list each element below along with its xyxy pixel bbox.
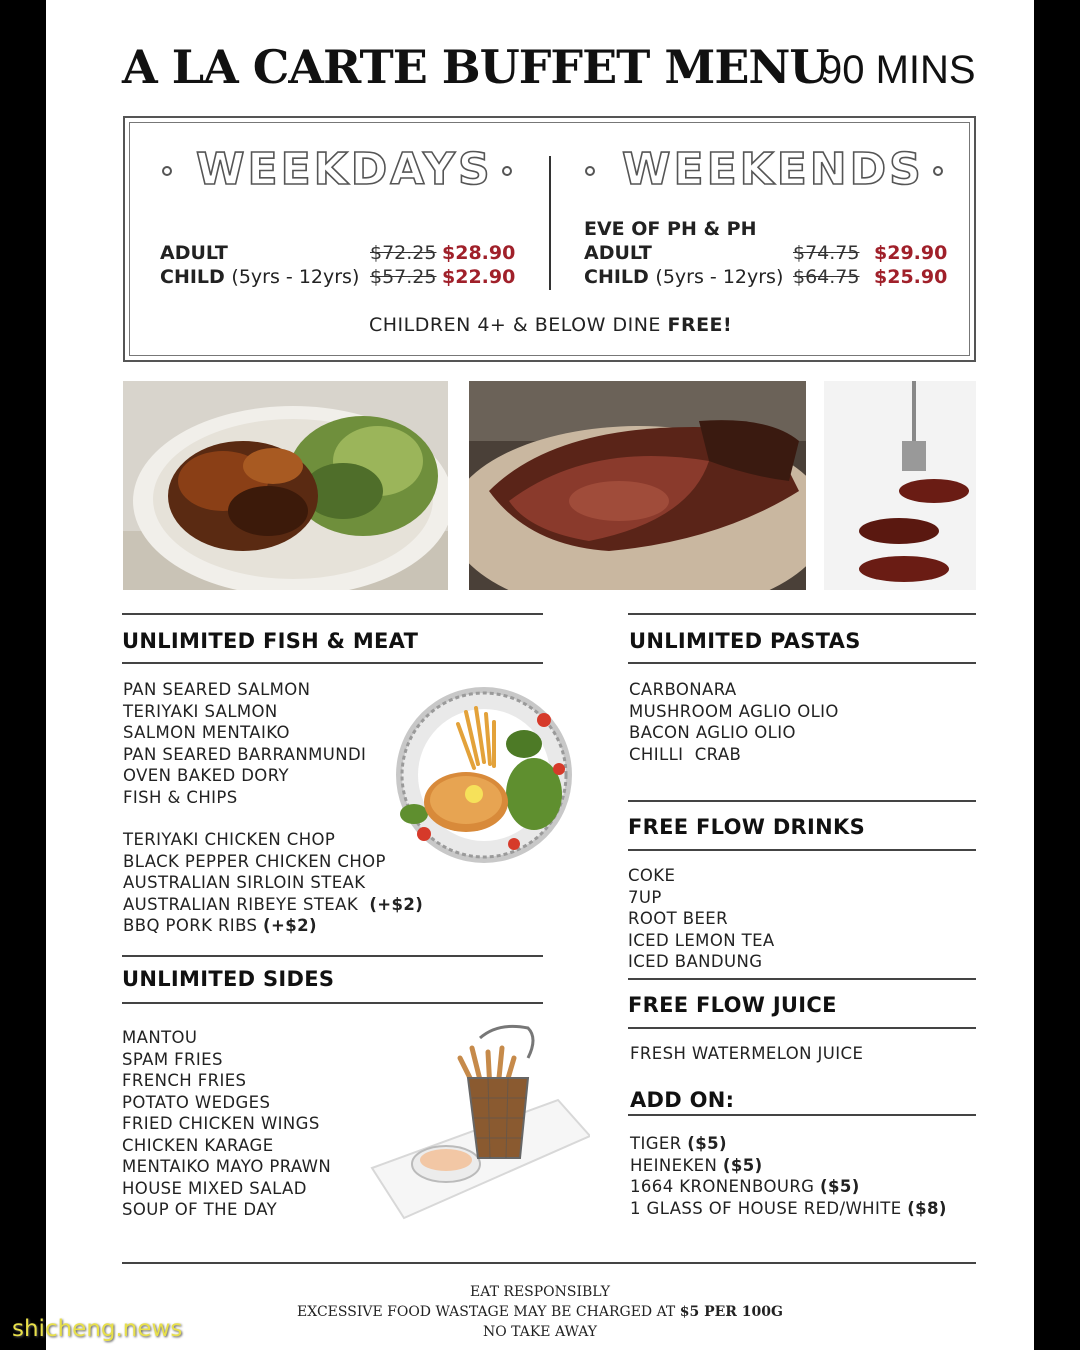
footer-rule [122, 1262, 976, 1264]
list-item: PAN SEARED SALMON [123, 680, 311, 699]
rule [122, 613, 543, 615]
list-item: CHILLI CRAB [629, 744, 742, 764]
juice-heading: FREE FLOW JUICE [628, 993, 837, 1017]
watermark: shicheng.news [12, 1316, 183, 1342]
weekend-child-price: $25.90 [874, 266, 948, 288]
weekend-subheading: EVE OF PH & PH [584, 218, 757, 240]
list-item: FISH & CHIPS [123, 787, 238, 807]
sides-heading: UNLIMITED SIDES [122, 967, 335, 991]
list-item: MANTOU [122, 1028, 198, 1047]
weekday-adult-label: ADULT [160, 242, 228, 264]
weekend-child-label: CHILD (5yrs - 12yrs) [584, 266, 784, 288]
rule [628, 1027, 976, 1029]
list-item: TERIYAKI CHICKEN CHOP [123, 830, 336, 849]
footer-notice [46, 1282, 1034, 1342]
list-item: AUSTRALIAN RIBEYE STEAK (+$2) [123, 894, 424, 914]
list-item: 1664 KRONENBOURG ($5) [630, 1177, 860, 1196]
list-item: BLACK PEPPER CHICKEN CHOP [123, 851, 386, 871]
list-item: COKE [628, 866, 676, 885]
addon-heading: ADD ON: [630, 1088, 735, 1112]
drinks-list [628, 865, 775, 973]
weekdays-left-dot-icon [162, 166, 172, 176]
juice-list [630, 1043, 863, 1065]
list-item: ICED BANDUNG [628, 952, 763, 971]
menu-duration: 90 MINS [820, 48, 976, 92]
weekend-adult-label: ADULT [584, 242, 652, 264]
list-item: ICED LEMON TEA [628, 930, 775, 950]
weekend-adult-old-price: $74.75 [793, 242, 860, 264]
meat-list [123, 829, 423, 937]
list-item: MUSHROOM AGLIO OLIO [629, 701, 839, 721]
list-item: HOUSE MIXED SALAD [122, 1178, 307, 1198]
weekdays-heading: WEEKDAYS [196, 144, 493, 195]
list-item: AUSTRALIAN SIRLOIN STEAK [123, 873, 366, 892]
list-item: CHICKEN KARAGE [122, 1135, 274, 1155]
weekends-right-dot-icon [933, 166, 943, 176]
fries-basket-photo [368, 1018, 590, 1232]
weekends-heading: WEEKENDS [622, 144, 924, 195]
rule [628, 978, 976, 980]
list-item: OVEN BAKED DORY [123, 766, 289, 785]
bbq-wings-photo [824, 381, 976, 590]
list-item: 1 GLASS OF HOUSE RED/WHITE ($8) [630, 1198, 947, 1218]
list-item: FRESH WATERMELON JUICE [630, 1044, 864, 1063]
footer-line-2: EXCESSIVE FOOD WASTAGE MAY BE CHARGED AT $5 PER 100G [297, 1304, 783, 1320]
weekday-child-price: $22.90 [442, 266, 516, 288]
rule [628, 849, 976, 851]
rule [122, 955, 543, 957]
list-item: SOUP OF THE DAY [122, 1200, 278, 1219]
menu-page [46, 0, 1034, 1350]
menu-title: A LA CARTE BUFFET MENU [122, 40, 829, 94]
fish-and-chips-photo [394, 684, 574, 866]
price-divider [549, 156, 551, 290]
list-item: POTATO WEDGES [122, 1092, 271, 1112]
rule [628, 800, 976, 802]
weekdays-right-dot-icon [502, 166, 512, 176]
rule [628, 1114, 976, 1116]
weekday-child-label: CHILD (5yrs - 12yrs) [160, 266, 360, 288]
list-item: CARBONARA [629, 680, 737, 699]
pastas-list [629, 679, 839, 765]
sides-list [122, 1027, 331, 1221]
weekday-child-old-price: $57.25 [370, 266, 437, 288]
list-item: BACON AGLIO OLIO [629, 723, 796, 742]
rule [628, 613, 976, 615]
weekends-left-dot-icon [585, 166, 595, 176]
list-item: TERIYAKI SALMON [123, 701, 278, 721]
weekday-adult-price: $28.90 [442, 242, 516, 264]
drinks-heading: FREE FLOW DRINKS [628, 815, 866, 839]
fish-meat-heading: UNLIMITED FISH & MEAT [122, 629, 419, 653]
rule [122, 662, 543, 664]
footer-line-1: EAT RESPONSIBLY [470, 1284, 610, 1300]
weekend-adult-price: $29.90 [874, 242, 948, 264]
footer-line-3: NO TAKE AWAY [482, 1324, 597, 1340]
rule [122, 1002, 543, 1004]
pastas-heading: UNLIMITED PASTAS [629, 629, 861, 653]
weekend-child-old-price: $64.75 [793, 266, 860, 288]
list-item: TIGER ($5) [630, 1134, 727, 1153]
list-item: 7UP [628, 887, 662, 907]
weekday-adult-old-price: $72.25 [370, 242, 437, 264]
list-item: SPAM FRIES [122, 1049, 223, 1069]
list-item: PAN SEARED BARRANMUNDI [123, 744, 367, 764]
list-item: MENTAIKO MAYO PRAWN [122, 1157, 332, 1176]
addon-list [630, 1133, 947, 1219]
chicken-salad-photo [123, 381, 448, 590]
list-item: HEINEKEN ($5) [630, 1155, 763, 1175]
list-item: SALMON MENTAIKO [123, 723, 290, 742]
children-free-note: CHILDREN 4+ & BELOW DINE FREE! [369, 314, 733, 336]
list-item: FRIED CHICKEN WINGS [122, 1114, 320, 1133]
rule [628, 662, 976, 664]
list-item: FRENCH FRIES [122, 1071, 247, 1090]
fish-list [123, 679, 366, 808]
steak-photo [469, 381, 806, 590]
list-item: ROOT BEER [628, 909, 728, 928]
list-item: BBQ PORK RIBS (+$2) [123, 916, 317, 935]
